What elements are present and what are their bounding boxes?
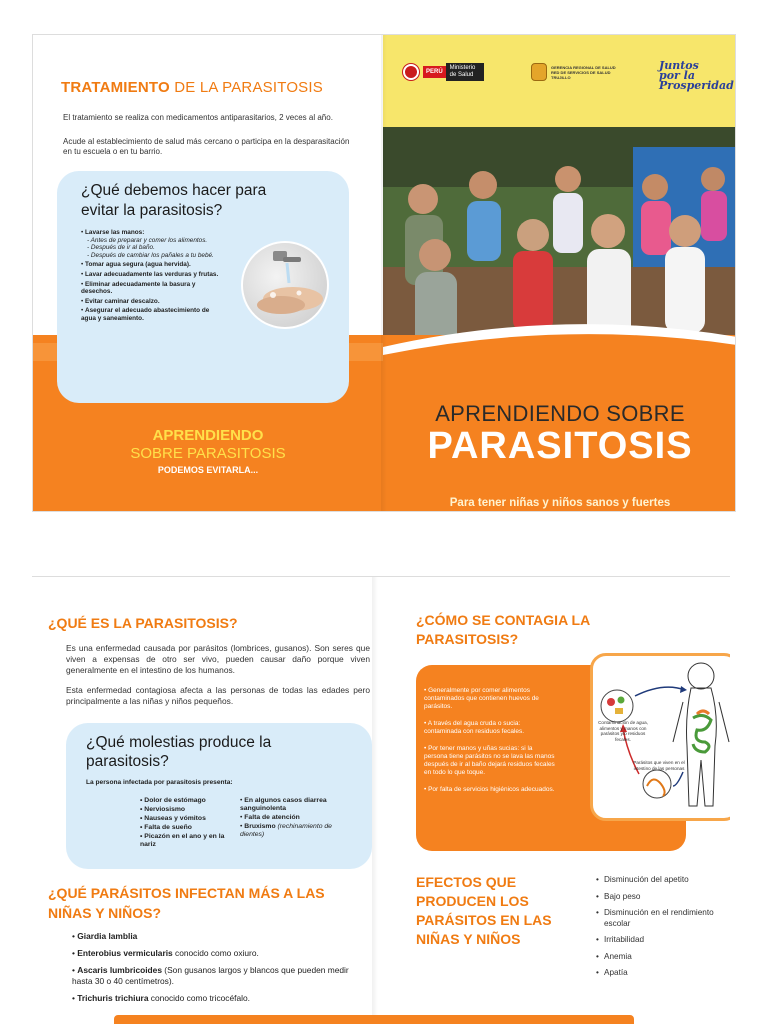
list-item: • Asegurar el adecuado abastecimiento de agua y saneamiento. (81, 307, 210, 322)
treatment-panel (33, 35, 383, 512)
juntos-logo: Juntos por la Prosperidad (659, 59, 734, 92)
list-item: • Picazón en el ano y en la nariz (140, 833, 225, 848)
symptoms-list-b (240, 797, 350, 840)
list-item: • Apatía (596, 968, 726, 979)
cover-panel (383, 35, 736, 512)
list-item: • Bajo peso (596, 892, 726, 903)
cover-title-line2: PARASITOSIS (427, 425, 693, 467)
list-item: • Evitar caminar descalzo. (81, 297, 160, 305)
list-item: • Lavarse las manos: - Antes de preparar y comer los alimentos. - Después de ir al baño. - Después de cambiar los pañales a tu bebé. (81, 229, 214, 259)
bottom-orange-strip (114, 1015, 634, 1024)
treatment-text-2: Acude al establecimiento de salud más cercano o participa en la desparasitación en tu escuela o en tu barrio. (63, 137, 350, 156)
effects-list (596, 875, 726, 985)
list-item: • Disminución en el rendimiento escolar (596, 908, 726, 929)
what-is-text-2: Esta enfermedad contagiosa afecta a las personas de todas las edades pero principalmente a las niñas y niños pequeños. (66, 685, 370, 706)
ministry-logo: PERÚ Ministerio de Salud (403, 63, 484, 81)
list-item: • A través del agua cruda o sucia: contaminada con residuos fecales. (424, 720, 525, 735)
regional-health-logo: GERENCIA REGIONAL DE SALUD RED DE SERVICIOS DE SALUD TRUJILLO (531, 63, 621, 81)
effects-heading: EFECTOS QUE PRODUCEN LOS PARÁSITOS EN LAS NIÑAS Y NIÑOS (416, 874, 552, 947)
list-item: • Trichuris trichiura conocido como tricocéfalo. (72, 993, 250, 1003)
diagram-caption-intestine: Parásitos que viven en el intestino de las personas (633, 760, 685, 771)
list-item: • Nauseas y vómitos (140, 815, 206, 822)
list-item: • Anemia (596, 952, 726, 963)
list-item: • En algunos casos diarrea sanguinolenta (240, 797, 327, 812)
hands-washing-photo (241, 241, 329, 329)
symptoms-question: ¿Qué molestias produce la parasitosis? (86, 734, 272, 770)
list-item: • Irritabilidad (596, 935, 726, 946)
diagram-caption-contamination: Contaminación de agua, alimentos y manos con parásitos y/o residuos fecales. (598, 720, 648, 742)
treatment-text-1: El tratamiento se realiza con medicamentos antiparasitarios, 2 veces al año. (63, 113, 333, 122)
list-item: • Falta de atención (240, 814, 300, 821)
parasites-list (72, 931, 362, 1010)
list-item: • Dolor de estómago (140, 797, 206, 804)
list-item: • Enterobius vermicularis conocido como oxiuro. (72, 948, 259, 958)
contagion-heading: ¿CÓMO SE CONTAGIA LA PARASITOSIS? (416, 612, 590, 647)
list-item: • Nerviosismo (140, 806, 186, 813)
list-item: • Bruxismo (rechinamiento de dientes) (240, 823, 332, 838)
list-item: • Por falta de servicios higiénicos adecuados. (424, 786, 555, 793)
what-is-panel (32, 577, 376, 1024)
list-item: • Falta de sueño (140, 824, 192, 831)
prevention-card (57, 171, 349, 403)
list-item: • Tomar agua segura (agua hervida). (81, 261, 191, 269)
human-body-diagram (590, 653, 730, 821)
list-item: • Lavar adecuadamente las verduras y frutas. (81, 270, 219, 278)
what-is-heading: ¿QUÉ ES LA PARASITOSIS? (48, 615, 238, 631)
cover-title-line1: APRENDIENDO SOBRE (435, 401, 685, 426)
list-item: • Giardia lamblia (72, 931, 138, 941)
contagion-list (424, 687, 556, 803)
brochure-inside-sheet (32, 576, 730, 1024)
symptoms-list-a (140, 797, 240, 850)
parasites-heading: ¿QUÉ PARÁSITOS INFECTAN MÁS A LAS NIÑAS Y NIÑOS? (48, 885, 325, 921)
brochure-cover-sheet (32, 34, 736, 512)
prevention-question: ¿Qué debemos hacer para evitar la parasitosis? (81, 182, 267, 219)
prevention-list (81, 229, 221, 325)
list-item: • Ascaris lumbricoides (Son gusanos largos y blancos que pueden medir hasta 30 o 40 centímetros). (72, 965, 349, 986)
footer-about-parasitosis: SOBRE PARASITOSIS (130, 445, 286, 462)
what-is-text-1: Es una enfermedad causada por parásitos (lombrices, gusanos). Son seres que viven a expensas de otro ser vivo, pueden causar daño porque viven generalmente en el intestino de los humanos. (66, 643, 370, 675)
peru-shield-icon (403, 64, 419, 80)
list-item: • Generalmente por comer alimentos contaminados que contienen huevos de parásitos. (424, 687, 539, 710)
contagion-panel (376, 577, 730, 1024)
footer-learning: APRENDIENDO (152, 427, 264, 444)
regional-emblem-icon (531, 63, 547, 81)
cover-subtitle: Para tener niñas y niños sanos y fuertes (449, 497, 671, 509)
treatment-heading: TRATAMIENTO DE LA PARASITOSIS (61, 79, 323, 96)
symptoms-lead: La persona infectada por parasitosis presenta: (86, 779, 233, 786)
list-item: • Por tener manos y uñas sucias: si la persona tiene parásitos no se lava las manos después de ir al baño dejará residuos fecales en todo lo que toque. (424, 745, 555, 776)
list-item: • Eliminar adecuadamente la basura y desechos. (81, 280, 196, 296)
footer-prevent: PODEMOS EVITARLA... (157, 465, 259, 475)
list-item: • Disminución del apetito (596, 875, 726, 886)
